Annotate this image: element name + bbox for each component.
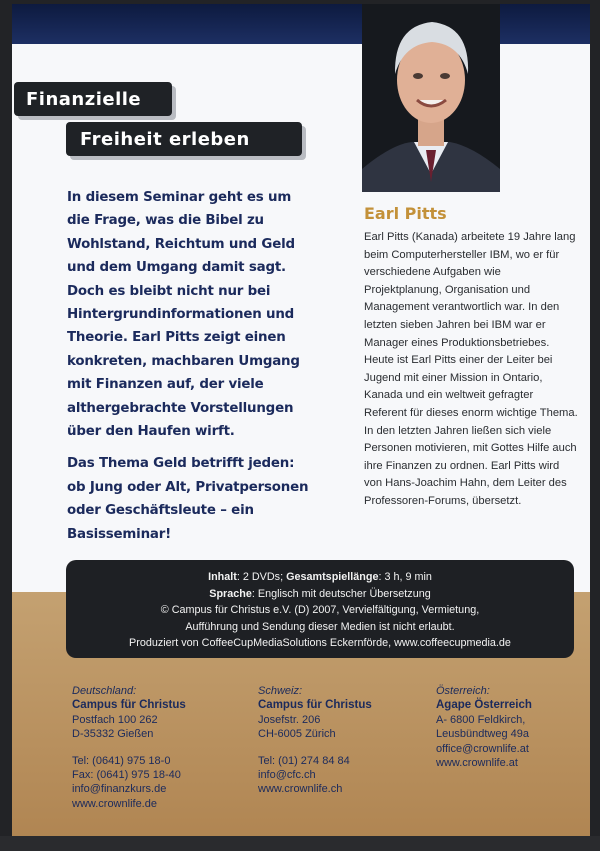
intro-paragraph-1: In diesem Seminar geht es um die Frage, was die Bibel zu Wohlstand, Reichtum und Geld und dem Umgang damit sagt. Doch es bleibt nicht nur bei Hintergrundinformationen und Theorie. Earl Pitts zeigt einen konkreten, machbaren Umgang mit Finanzen auf, der viele althergebrachte Vorstellungen über den Haufen wirft. xyxy=(67,190,300,440)
contact-phone: Tel: (01) 274 84 84 xyxy=(258,754,350,767)
contact-address-1: A- 6800 Feldkirch, xyxy=(436,713,526,726)
intro-paragraph-2: Das Thema Geld betrifft jeden: ob Jung oder Alt, Privatpersonen oder Geschäftsleute – ein Basisseminar! xyxy=(67,456,309,542)
top-band xyxy=(12,4,590,44)
contact-address-2: D-35332 Gießen xyxy=(72,728,154,741)
speaker-portrait xyxy=(362,4,500,192)
contact-website: www.crownlife.at xyxy=(436,757,518,770)
intro-text xyxy=(67,186,317,546)
title-line-1: Finanzielle xyxy=(14,82,172,116)
contact-org: Campus für Christus xyxy=(72,699,186,712)
duration-value: : 3 h, 9 min xyxy=(378,571,432,583)
contact-austria xyxy=(436,684,586,770)
language-value: : Englisch mit deutscher Übersetzung xyxy=(251,587,431,600)
info-line-contents xyxy=(66,569,574,586)
title-line-2: Freiheit erleben xyxy=(66,122,302,156)
contact-website: www.crownlife.ch xyxy=(258,783,343,796)
info-line-language xyxy=(66,586,574,603)
contact-address-1: Josefstr. 206 xyxy=(258,713,321,726)
speaker-name: Earl Pitts xyxy=(364,204,447,223)
contact-germany xyxy=(72,684,252,811)
contact-email: info@cfc.ch xyxy=(258,769,316,782)
copyright-line-2: Aufführung und Sendung dieser Medien ist nicht erlaubt. xyxy=(185,620,455,633)
contact-org: Agape Österreich xyxy=(436,699,532,712)
language-label: Sprache xyxy=(209,587,252,600)
contact-address-2: CH-6005 Zürich xyxy=(258,728,336,741)
inhalt-value: : 2 DVDs; xyxy=(236,571,287,583)
copyright-line-1: © Campus für Christus e.V. (D) 2007, Vervielfältigung, Vermietung, xyxy=(160,604,480,617)
contact-address-1: Postfach 100 262 xyxy=(72,713,158,726)
speaker-bio-text: Earl Pitts (Kanada) arbeitete 19 Jahre lang beim Computerhersteller IBM, wo er für verschiedene Aufgaben wie Projektplanung, Organisation und Management verantwortlich war. In den letzten sieben Jahren bei IBM war er Manager eines Produktionsbetriebes. Heute ist Earl Pitts einer der Leiter bei Jugend mit einer Mission in Ontario, Kanada und ein weltweit gefragter Referent für dieses enorm wichtige Thema. In den letzten Jahren ließen sich viele Personen motivieren, mit Gottes Hilfe auch ihre Finanzen zu ordnen. Earl Pitts wird von Hans-Joachim Hahn, dem Leiter des Professoren-Forums, übersetzt. xyxy=(364,231,578,507)
case-bottom-edge xyxy=(0,836,600,851)
contact-phone: Tel: (0641) 975 18-0 xyxy=(72,754,171,767)
speaker-bio xyxy=(364,204,579,511)
product-info-box xyxy=(66,560,574,658)
contact-address-2: Leusbündtweg 49a xyxy=(436,728,529,741)
contact-website: www.crownlife.de xyxy=(72,797,157,810)
contact-country: Schweiz: xyxy=(258,685,303,697)
contact-email: info@finanzkurs.de xyxy=(72,783,167,796)
producer-line: Produziert von CoffeeCupMediaSolutions Eckernförde, www.coffeecupmedia.de xyxy=(129,637,511,650)
inhalt-label: Inhalt xyxy=(208,571,237,583)
contact-fax: Fax: (0641) 975 18-40 xyxy=(72,769,181,782)
cover-sheet xyxy=(12,4,590,840)
contact-country: Österreich: xyxy=(436,685,490,697)
contact-switzerland xyxy=(258,684,428,797)
duration-label: Gesamtspiellänge xyxy=(286,571,379,583)
contact-email: office@crownlife.at xyxy=(436,742,529,755)
contact-org: Campus für Christus xyxy=(258,699,372,712)
contact-country: Deutschland: xyxy=(72,685,137,697)
portrait-image xyxy=(362,4,500,192)
